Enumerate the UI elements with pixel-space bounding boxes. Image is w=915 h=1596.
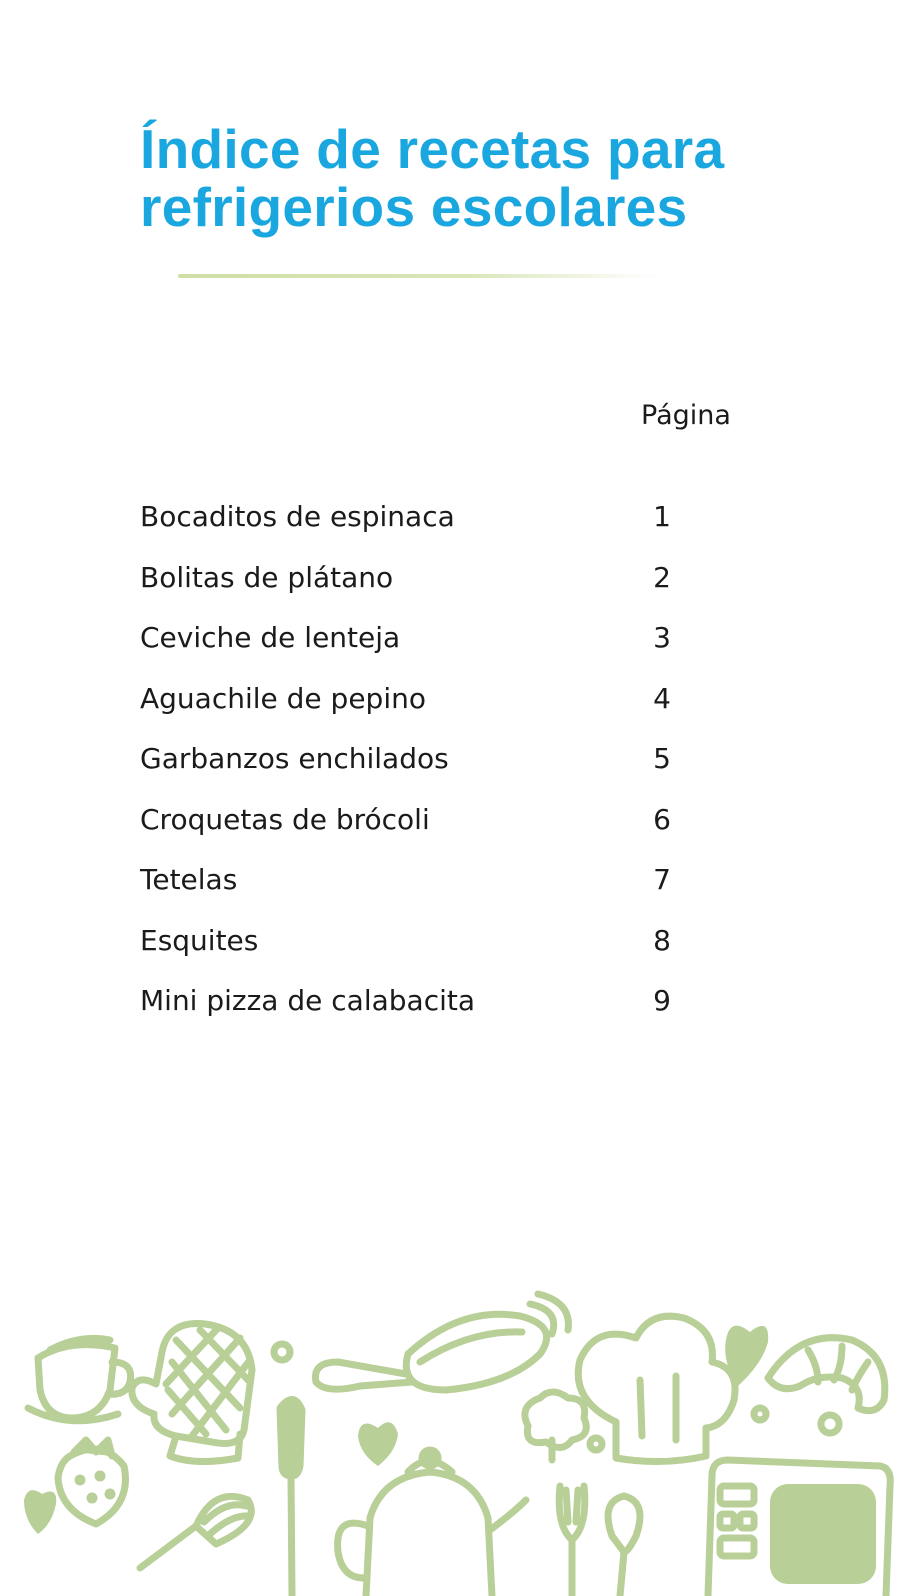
recipe-name: Esquites (140, 923, 259, 957)
whisk-icon (140, 1496, 251, 1568)
heart-icon (24, 1490, 56, 1534)
recipe-page-number: 7 (653, 863, 671, 896)
title-underline (178, 274, 658, 278)
recipe-name: Croquetas de brócoli (140, 802, 430, 836)
page-title-line-1: Índice de recetas para (140, 118, 725, 180)
fork-icon (559, 1486, 585, 1596)
microwave-icon (708, 1460, 890, 1596)
page-title-line-2: refrigerios escolares (140, 176, 688, 238)
recipe-name: Garbanzos enchilados (140, 742, 449, 775)
oven-mitt-icon (132, 1324, 252, 1462)
croissant-icon (768, 1338, 885, 1411)
kitchen-doodles-decoration (0, 1290, 915, 1596)
recipe-name: Ceviche de lenteja (140, 621, 401, 654)
list-item[interactable] (140, 556, 700, 617)
strawberry-icon (58, 1440, 125, 1524)
recipe-page-number: 9 (653, 984, 671, 1017)
list-item[interactable] (140, 979, 700, 1040)
recipe-name: Tetelas (140, 863, 238, 896)
list-item[interactable] (140, 737, 700, 798)
recipe-page-number: 4 (653, 681, 671, 715)
list-item[interactable] (140, 919, 700, 980)
list-item[interactable] (140, 677, 700, 738)
recipe-name: Bocaditos de espinaca (140, 500, 455, 533)
recipe-page-number: 8 (653, 923, 671, 957)
list-item[interactable] (140, 798, 700, 859)
list-item[interactable] (140, 495, 700, 556)
recipe-page-number: 1 (653, 500, 671, 533)
recipe-name: Bolitas de plátano (140, 560, 394, 594)
page-column-header: Página (641, 400, 731, 431)
recipe-index-list (140, 495, 700, 1040)
frying-pan-icon (315, 1294, 568, 1390)
recipe-page-number: 5 (653, 742, 671, 775)
spatula-icon (280, 1399, 302, 1596)
list-item[interactable] (140, 616, 700, 677)
recipe-name: Mini pizza de calabacita (140, 984, 476, 1017)
recipe-name: Aguachile de pepino (140, 681, 426, 715)
page-title (140, 120, 724, 236)
recipe-page-number: 6 (653, 802, 671, 836)
teapot-icon (338, 1450, 526, 1596)
teacup-icon (28, 1338, 131, 1420)
recipe-page-number: 2 (653, 560, 671, 594)
recipe-page-number: 3 (653, 621, 671, 654)
list-item[interactable] (140, 858, 700, 919)
broccoli-icon (525, 1392, 586, 1460)
heart-icon (358, 1422, 398, 1466)
spoon-icon (608, 1496, 640, 1596)
